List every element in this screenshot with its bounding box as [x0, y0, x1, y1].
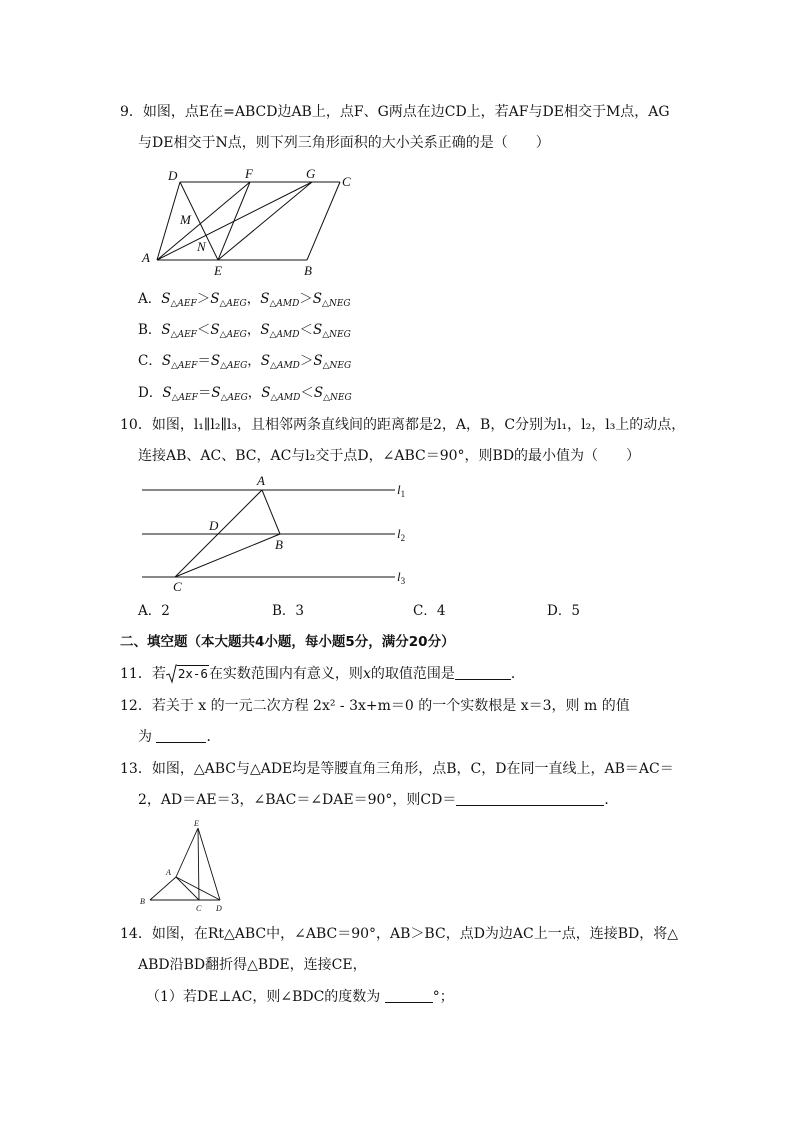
- q13-label-E: E: [194, 819, 199, 828]
- q9-side-DA: [157, 182, 180, 260]
- q9-label-C: C: [342, 174, 351, 189]
- q10-label-A: A: [257, 473, 265, 488]
- q9-label-F: F: [245, 166, 253, 181]
- q9-label-D: D: [168, 168, 178, 183]
- q13-segment-AC: [176, 877, 199, 900]
- q13-segment-ED: [198, 828, 220, 900]
- q9-line1: 9．如图，点E在=ABCD边AB上，点F、G两点在边CD上，若AF与DE相交于M点，AG: [120, 104, 670, 120]
- q10-option-a: A．2: [138, 603, 170, 619]
- q10-label-D: D: [209, 518, 219, 533]
- q13-segment-AE: [176, 828, 198, 877]
- q9-parallelogram-figure: [130, 160, 370, 280]
- q9-label-A: A: [142, 250, 150, 265]
- q14-line2: ABD沿BD翻折得△BDE，连接CE，: [138, 957, 367, 973]
- q11-line: 11．若 2x-6在实数范围内有意义，则x的取值范围是 ．: [120, 666, 525, 682]
- q14-line3: （1）若DE⊥AC，则∠BDC的度数为 °；: [146, 989, 454, 1005]
- q10-label-C: C: [173, 579, 182, 594]
- q10-label-l1: $l_1$: [397, 482, 406, 499]
- q11-answer-blank[interactable]: [455, 665, 511, 680]
- q10-option-b: B．3: [272, 603, 305, 619]
- q10-line1: 10．如图，l₁∥l₂∥l₃，且相邻两条直线间的距离都是2，A，B，C分别为l₁，l₂，l₃上的动点，: [120, 417, 686, 433]
- q13-segment-AD: [176, 877, 220, 900]
- q14-line1: 14．如图，在Rt△ABC中，∠ABC＝90°，AB＞BC，点D为边AC上一点，连接BD，将△: [120, 926, 679, 942]
- sqrt-icon: [166, 664, 177, 684]
- q9-option-d: D．$S_{\triangle AEF}=S_{\triangle AEG}$，$S_{\triangle AMD}<S_{\triangle NEG}$: [138, 385, 352, 403]
- q13-segment-EC: [198, 828, 199, 900]
- q10-option-d: D．5: [547, 603, 580, 619]
- q9-line-EF: [218, 182, 250, 260]
- q13-answer-blank[interactable]: [456, 791, 604, 806]
- q14-answer-blank[interactable]: [385, 988, 433, 1003]
- q13-label-A: A: [166, 868, 171, 877]
- q9-label-M: M: [180, 212, 191, 227]
- q9-option-a: A．$S_{\triangle AEF}>S_{\triangle AEG}$，$S_{\triangle AMD}>S_{\triangle NEG}$: [138, 291, 351, 309]
- q13-label-C: C: [196, 904, 202, 913]
- q9-option-b: B．$S_{\triangle AEF}<S_{\triangle AEG}$，$S_{\triangle AMD}<S_{\triangle NEG}$: [138, 322, 351, 340]
- q11-radical: 2x-6: [166, 664, 209, 684]
- q13-line2: 2，AD＝AE＝3，∠BAC＝∠DAE＝90°，则CD＝ ．: [138, 792, 619, 808]
- q10-label-B: B: [275, 537, 283, 552]
- q13-triangles-figure: [136, 815, 236, 915]
- q10-label-l3: $l_3$: [397, 569, 406, 586]
- q13-label-D: D: [216, 904, 222, 913]
- q9-label-E: E: [214, 263, 222, 278]
- q13-segment-BA: [150, 877, 176, 900]
- q10-segment-AB: [262, 490, 280, 534]
- q9-line2: 与DE相交于N点，则下列三角形面积的大小关系正确的是（ ）: [138, 135, 550, 151]
- q9-side-BC: [307, 182, 340, 260]
- q10-segment-BC: [175, 534, 280, 577]
- q10-parallel-lines-figure: [130, 470, 420, 596]
- q9-label-B: B: [304, 263, 312, 278]
- q13-label-B: B: [140, 897, 145, 906]
- q13-line1: 13．如图，△ABC与△ADE均是等腰直角三角形，点B，C，D在同一直线上，AB＝AC＝: [120, 761, 674, 777]
- q12-answer-blank[interactable]: [156, 728, 206, 743]
- q9-line-EG: [218, 182, 312, 260]
- q10-label-l2: $l_2$: [397, 526, 406, 543]
- section-title-fill-in: 二、填空题（本大题共4小题，每小题5分，满分20分）: [120, 634, 455, 650]
- q9-label-N: N: [197, 239, 206, 254]
- q12-line2: 为 ．: [138, 729, 221, 745]
- q9-label-G: G: [306, 166, 316, 181]
- q12-line1: 12．若关于 x 的一元二次方程 2x² - 3x+m＝0 的一个实数根是 x＝3，则 m 的值: [120, 698, 630, 714]
- q10-line2: 连接AB、AC、BC，AC与l₂交于点D，∠ABC＝90°，则BD的最小值为（ ）: [138, 448, 641, 464]
- q9-option-c: C．$S_{\triangle AEF}=S_{\triangle AEG}$，$S_{\triangle AMD}>S_{\triangle NEG}$: [138, 353, 352, 371]
- q10-option-c: C．4: [413, 603, 446, 619]
